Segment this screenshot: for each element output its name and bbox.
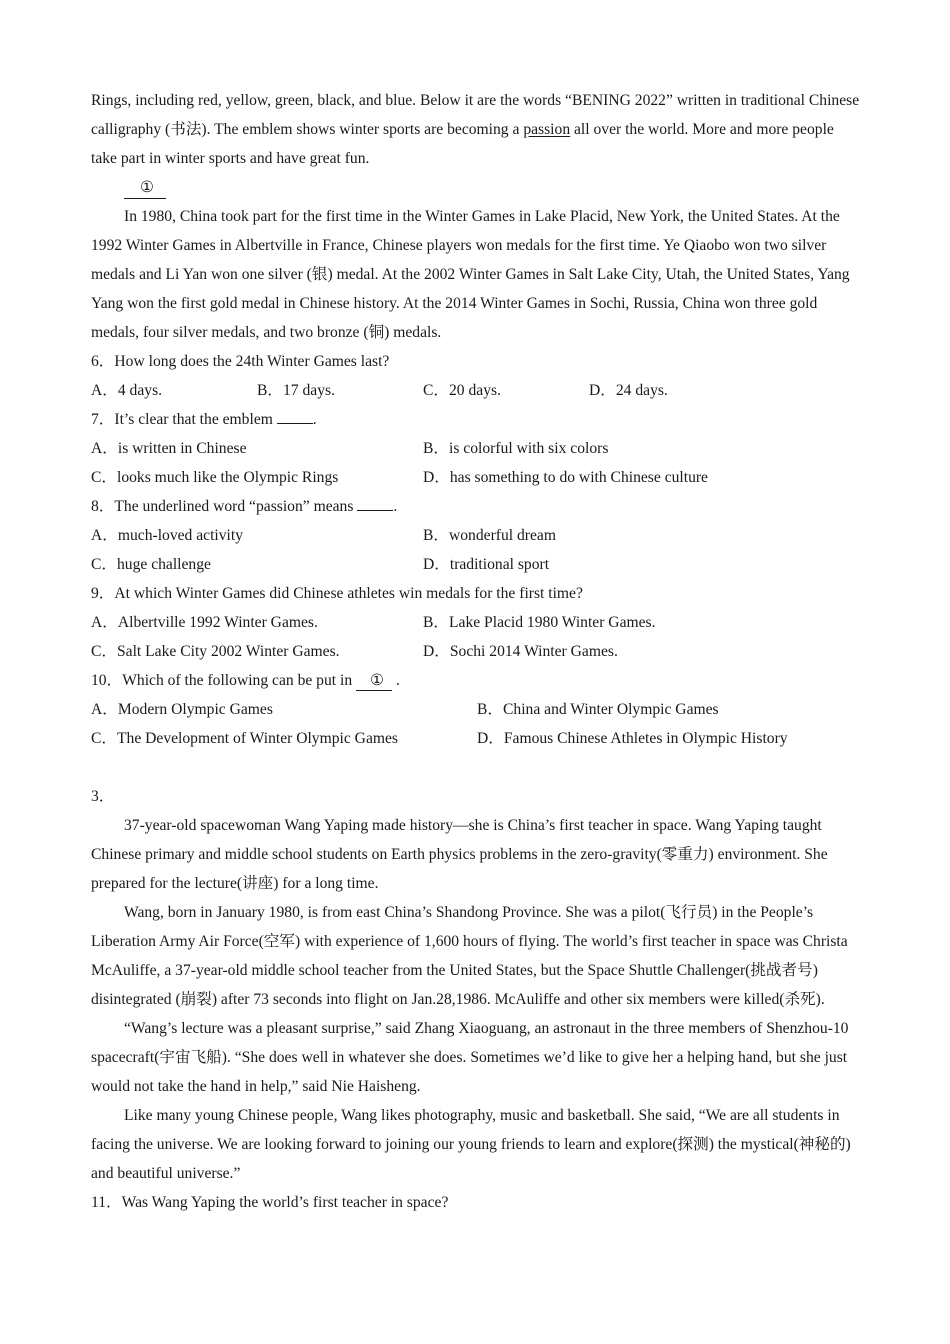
question-8-stem-end: .	[393, 498, 398, 515]
option-c: C．The Development of Winter Olympic Games	[91, 730, 398, 747]
question-10-options-row1	[91, 695, 863, 724]
option-d: D．Famous Chinese Athletes in Olympic History	[477, 730, 788, 747]
passage-3-paragraph-2: Wang, born in January 1980, is from east China’s Shandong Province. She was a pilot(飞行员) in the People’s Liberation Army Air Force(空军) with experience of 1,600 hours of flying. The world’s first teacher in space was Christa McAuliffe, a 37-year-old middle school teacher from the United States, but the Space Shuttle Challenger(挑战者号) disintegrated (崩裂) after 73 seconds into flight on Jan.28,1986. McAuliffe and other six members were killed(杀死).	[91, 904, 848, 1008]
question-10-options-row2	[91, 724, 863, 753]
blank-marker: ①	[356, 672, 392, 691]
question-9-stem: 9．At which Winter Games did Chinese athletes win medals for the first time?	[91, 585, 583, 602]
option-b: B．China and Winter Olympic Games	[477, 701, 719, 718]
underlined-word-passion: passion	[523, 121, 571, 138]
option-b: B．is colorful with six colors	[423, 440, 609, 457]
passage-3-number: 3．	[91, 788, 115, 805]
passage2-intro	[91, 86, 863, 173]
question-8-stem	[91, 492, 863, 521]
passage-3-paragraph-1: 37-year-old spacewoman Wang Yaping made history—she is China’s first teacher in space. Wang Yaping taught Chinese primary and middle school students on Earth physics problems in the zero-gravity(零重力) environment. She prepared for the lecture(讲座) for a long time.	[91, 817, 828, 892]
option-c: C．huge challenge	[91, 556, 211, 573]
passage-3-paragraph-3: “Wang’s lecture was a pleasant surprise,” said Zhang Xiaoguang, an astronaut in the three members of Shenzhou-10 spacecraft(宇宙飞船). “She does well in whatever she does. Sometimes we’d like to give her a helping hand, but she just would not take the hand in help,” said Nie Haisheng.	[91, 1020, 849, 1095]
answer-blank	[357, 494, 393, 511]
document-page	[91, 86, 863, 1217]
option-d: D．traditional sport	[423, 556, 550, 573]
question-7-stem	[91, 405, 863, 434]
blank-heading-line	[91, 173, 863, 202]
option-a: A．Modern Olympic Games	[91, 701, 273, 718]
option-b: B．17 days.	[257, 382, 335, 399]
question-8-stem-text: 8．The underlined word “passion” means	[91, 498, 358, 515]
question-6-stem: 6．How long does the 24th Winter Games last?	[91, 353, 390, 370]
question-9-options-row2	[91, 637, 863, 666]
option-d: D．Sochi 2014 Winter Games.	[423, 643, 618, 660]
question-8-options-row2	[91, 550, 863, 579]
option-d: D．24 days.	[589, 382, 668, 399]
question-11-stem: 11．Was Wang Yaping the world’s first teacher in space?	[91, 1194, 449, 1211]
question-10-stem	[91, 666, 863, 695]
history-paragraph: In 1980, China took part for the first time in the Winter Games in Lake Placid, New York, the United States. At the 1992 Winter Games in Albertville in France, Chinese players won medals for the first time. Ye Qiaobo won two silver medals and Li Yan won one silver (银) medal. At the 2002 Winter Games in Salt Lake City, Utah, the United States, Yang Yang won the first gold medal in Chinese history. At the 2014 Winter Games in Sochi, Russia, China won three gold medals, four silver medals, and two bronze (铜) medals.	[91, 208, 850, 341]
question-9-options-row1	[91, 608, 863, 637]
question-8-options-row1	[91, 521, 863, 550]
option-a: A．much-loved activity	[91, 527, 244, 544]
question-7-stem-end: .	[312, 411, 317, 428]
option-a: A．4 days.	[91, 382, 163, 399]
option-a: A．Albertville 1992 Winter Games.	[91, 614, 318, 631]
option-c: C．20 days.	[423, 382, 501, 399]
option-b: B．wonderful dream	[423, 527, 556, 544]
question-7-stem-text: 7．It’s clear that the emblem	[91, 411, 277, 428]
intro-line2-post: all over the world. More and more people take part in winter sports and have great fun.	[91, 121, 834, 167]
question-7-options-row2	[91, 463, 863, 492]
intro-line1: Rings, including red, yellow, green, black, and blue. Below it are the words “BENING 2022” written in traditional	[91, 92, 805, 109]
option-a: A．is written in Chinese	[91, 440, 247, 457]
option-b: B．Lake Placid 1980 Winter Games.	[423, 614, 656, 631]
passage-3-paragraph-4: Like many young Chinese people, Wang likes photography, music and basketball. She said, “We are all students in facing the universe. We are looking forward to joining our young friends to learn and explore(探测) the mystical(神秘的) and beautiful universe.”	[91, 1107, 851, 1182]
blank-marker: ①	[124, 178, 166, 199]
intro-line2-pre: Chinese calligraphy (书法). The emblem shows winter sports are becoming a	[91, 92, 860, 138]
option-d: D．has something to do with Chinese culture	[423, 469, 708, 486]
option-c: C．Salt Lake City 2002 Winter Games.	[91, 643, 340, 660]
answer-blank	[277, 407, 313, 424]
question-6-options	[91, 376, 863, 405]
question-10-stem-end: .	[392, 672, 400, 689]
section-spacer	[91, 753, 863, 782]
option-c: C．looks much like the Olympic Rings	[91, 469, 339, 486]
question-10-stem-text: 10．Which of the following can be put in	[91, 672, 357, 689]
question-7-options-row1	[91, 434, 863, 463]
